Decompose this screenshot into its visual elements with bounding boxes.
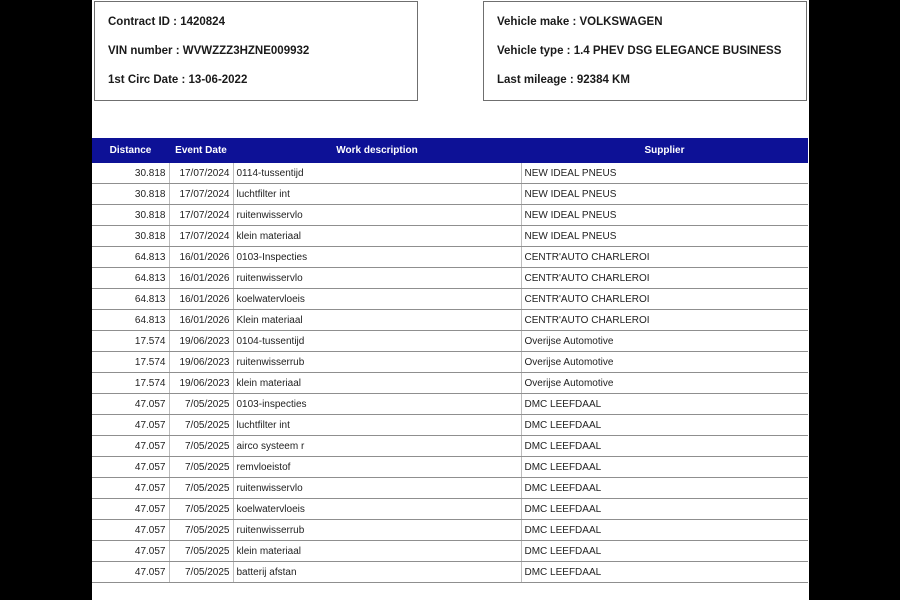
cell-supplier: NEW IDEAL PNEUS xyxy=(521,184,808,205)
table-row xyxy=(92,457,808,478)
cell-supplier: DMC LEEFDAAL xyxy=(521,520,808,541)
header-supplier: Supplier xyxy=(644,145,685,156)
table-row xyxy=(92,415,808,436)
header-distance: Distance xyxy=(109,145,152,156)
cell-distance: 30.818 xyxy=(92,226,169,247)
cell-distance: 47.057 xyxy=(92,520,169,541)
cell-work-description: klein materiaal xyxy=(233,541,521,562)
table-row xyxy=(92,520,808,541)
last-mileage: Last mileage : 92384 KM xyxy=(497,74,630,86)
cell-work-description: batterij afstan xyxy=(233,562,521,583)
table-row xyxy=(92,436,808,457)
cell-event-date: 19/06/2023 xyxy=(169,373,233,394)
cell-event-date: 16/01/2026 xyxy=(169,247,233,268)
cell-work-description: luchtfilter int xyxy=(233,415,521,436)
cell-supplier: DMC LEEFDAAL xyxy=(521,394,808,415)
cell-distance: 64.813 xyxy=(92,268,169,289)
cell-event-date: 7/05/2025 xyxy=(169,457,233,478)
cell-supplier: NEW IDEAL PNEUS xyxy=(521,226,808,247)
cell-supplier: DMC LEEFDAAL xyxy=(521,478,808,499)
cell-distance: 47.057 xyxy=(92,436,169,457)
cell-supplier: NEW IDEAL PNEUS xyxy=(521,163,808,184)
cell-work-description: 0104-tussentijd xyxy=(233,331,521,352)
vehicle-info-box xyxy=(483,1,807,101)
vin-number: VIN number : WVWZZZ3HZNE009932 xyxy=(108,45,310,57)
cell-distance: 64.813 xyxy=(92,310,169,331)
cell-event-date: 7/05/2025 xyxy=(169,394,233,415)
cell-work-description: koelwatervloeis xyxy=(233,499,521,520)
table-row xyxy=(92,247,808,268)
maintenance-events-table xyxy=(92,138,808,583)
cell-event-date: 7/05/2025 xyxy=(169,520,233,541)
cell-supplier: CENTR'AUTO CHARLEROI xyxy=(521,268,808,289)
cell-work-description: Klein materiaal xyxy=(233,310,521,331)
table-row xyxy=(92,205,808,226)
cell-distance: 30.818 xyxy=(92,163,169,184)
header-event-date: Event Date xyxy=(175,145,227,156)
cell-distance: 47.057 xyxy=(92,499,169,520)
cell-work-description: koelwatervloeis xyxy=(233,289,521,310)
table-row xyxy=(92,163,808,184)
cell-distance: 47.057 xyxy=(92,457,169,478)
cell-event-date: 7/05/2025 xyxy=(169,499,233,520)
cell-distance: 17.574 xyxy=(92,331,169,352)
table-row xyxy=(92,352,808,373)
cell-work-description: ruitenwisserrub xyxy=(233,352,521,373)
cell-event-date: 7/05/2025 xyxy=(169,478,233,499)
cell-supplier: DMC LEEFDAAL xyxy=(521,415,808,436)
cell-event-date: 17/07/2024 xyxy=(169,163,233,184)
contract-info-box xyxy=(94,1,418,101)
cell-event-date: 7/05/2025 xyxy=(169,541,233,562)
cell-supplier: Overijse Automotive xyxy=(521,373,808,394)
table-row xyxy=(92,268,808,289)
cell-supplier: DMC LEEFDAAL xyxy=(521,457,808,478)
cell-event-date: 16/01/2026 xyxy=(169,268,233,289)
cell-event-date: 17/07/2024 xyxy=(169,226,233,247)
table-row xyxy=(92,289,808,310)
cell-distance: 47.057 xyxy=(92,478,169,499)
cell-distance: 64.813 xyxy=(92,247,169,268)
cell-event-date: 7/05/2025 xyxy=(169,415,233,436)
table-row xyxy=(92,310,808,331)
cell-supplier: CENTR'AUTO CHARLEROI xyxy=(521,310,808,331)
table-header-row xyxy=(92,138,808,163)
cell-work-description: luchtfilter int xyxy=(233,184,521,205)
table-row xyxy=(92,373,808,394)
cell-event-date: 17/07/2024 xyxy=(169,184,233,205)
cell-distance: 64.813 xyxy=(92,289,169,310)
first-circulation-date: 1st Circ Date : 13-06-2022 xyxy=(108,74,248,86)
cell-work-description: remvloeistof xyxy=(233,457,521,478)
cell-distance: 17.574 xyxy=(92,373,169,394)
vehicle-type: Vehicle type : 1.4 PHEV DSG ELEGANCE BUSINESS xyxy=(497,45,782,57)
table-row xyxy=(92,562,808,583)
cell-distance: 47.057 xyxy=(92,541,169,562)
cell-work-description: airco systeem r xyxy=(233,436,521,457)
cell-work-description: 0103-Inspecties xyxy=(233,247,521,268)
cell-supplier: NEW IDEAL PNEUS xyxy=(521,205,808,226)
cell-distance: 17.574 xyxy=(92,352,169,373)
table-row xyxy=(92,394,808,415)
table-row xyxy=(92,541,808,562)
cell-distance: 47.057 xyxy=(92,562,169,583)
cell-event-date: 17/07/2024 xyxy=(169,205,233,226)
cell-distance: 47.057 xyxy=(92,415,169,436)
cell-supplier: Overijse Automotive xyxy=(521,331,808,352)
cell-event-date: 7/05/2025 xyxy=(169,436,233,457)
document-page xyxy=(92,0,809,600)
cell-event-date: 16/01/2026 xyxy=(169,310,233,331)
cell-work-description: klein materiaal xyxy=(233,373,521,394)
cell-supplier: CENTR'AUTO CHARLEROI xyxy=(521,247,808,268)
cell-distance: 30.818 xyxy=(92,205,169,226)
cell-supplier: Overijse Automotive xyxy=(521,352,808,373)
cell-supplier: CENTR'AUTO CHARLEROI xyxy=(521,289,808,310)
cell-event-date: 16/01/2026 xyxy=(169,289,233,310)
cell-work-description: klein materiaal xyxy=(233,226,521,247)
table-row xyxy=(92,331,808,352)
cell-work-description: 0114-tussentijd xyxy=(233,163,521,184)
table-row xyxy=(92,184,808,205)
header-work-description: Work description xyxy=(336,145,418,156)
cell-distance: 30.818 xyxy=(92,184,169,205)
cell-supplier: DMC LEEFDAAL xyxy=(521,562,808,583)
table-row xyxy=(92,226,808,247)
table-row xyxy=(92,499,808,520)
table-body xyxy=(92,163,808,583)
cell-work-description: 0103-inspecties xyxy=(233,394,521,415)
cell-distance: 47.057 xyxy=(92,394,169,415)
table-row xyxy=(92,478,808,499)
cell-supplier: DMC LEEFDAAL xyxy=(521,541,808,562)
cell-work-description: ruitenwisservlo xyxy=(233,478,521,499)
cell-work-description: ruitenwisservlo xyxy=(233,268,521,289)
contract-id: Contract ID : 1420824 xyxy=(108,16,225,28)
cell-supplier: DMC LEEFDAAL xyxy=(521,499,808,520)
cell-event-date: 19/06/2023 xyxy=(169,331,233,352)
vehicle-make: Vehicle make : VOLKSWAGEN xyxy=(497,16,663,28)
cell-work-description: ruitenwisservlo xyxy=(233,205,521,226)
cell-event-date: 19/06/2023 xyxy=(169,352,233,373)
cell-event-date: 7/05/2025 xyxy=(169,562,233,583)
cell-work-description: ruitenwisserrub xyxy=(233,520,521,541)
cell-supplier: DMC LEEFDAAL xyxy=(521,436,808,457)
